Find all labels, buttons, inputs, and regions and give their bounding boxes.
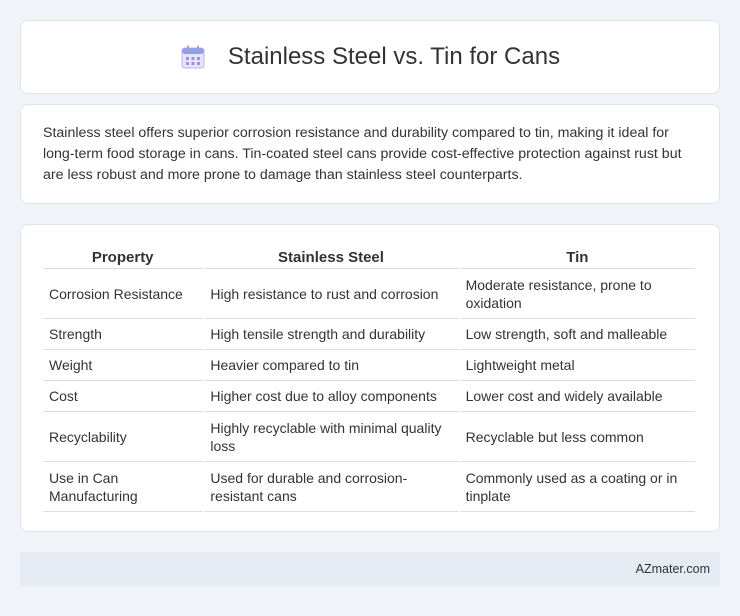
table-cell: Lightweight metal: [460, 350, 695, 381]
table-cell: Heavier compared to tin: [204, 350, 457, 381]
table-cell: Strength: [43, 319, 202, 350]
table-header-row: [43, 243, 695, 269]
page-title: Stainless Steel vs. Tin for Cans: [227, 43, 561, 70]
table-cell: Recyclable but less common: [460, 412, 695, 462]
table-cell: High tensile strength and durability: [204, 319, 457, 350]
header-tin: Tin: [460, 243, 695, 269]
intro-card: [20, 104, 720, 204]
table-row: [43, 269, 695, 319]
header-stainless-steel: Stainless Steel: [204, 243, 457, 269]
table-row: [43, 462, 695, 512]
table-cell: High resistance to rust and corrosion: [204, 269, 457, 319]
table-row: [43, 381, 695, 412]
table-row: [43, 412, 695, 462]
table-cell: Use in Can Manufacturing: [43, 462, 202, 512]
table-cell: Highly recyclable with minimal quality loss: [204, 412, 457, 462]
table-cell: Corrosion Resistance: [43, 269, 202, 319]
table-cell: Weight: [43, 350, 202, 381]
comparison-table: [41, 243, 697, 512]
table-cell: Low strength, soft and malleable: [460, 319, 695, 350]
comparison-table-card: [20, 224, 720, 532]
table-cell: Cost: [43, 381, 202, 412]
table-cell: Moderate resistance, prone to oxidation: [460, 269, 695, 319]
intro-text: Stainless steel offers superior corrosion resistance and durability compared to tin, making it ideal for long-term food storage in cans. Tin-coated steel cans provide cost-effective protection against rust but are less robust and more prone to damage than stainless steel counterparts.: [43, 125, 682, 183]
table-cell: Used for durable and corrosion-resistant cans: [204, 462, 457, 512]
table-row: [43, 319, 695, 350]
header-property: Property: [43, 243, 202, 269]
title-wrap: [180, 43, 560, 71]
table-row: [43, 350, 695, 381]
table-cell: Recyclability: [43, 412, 202, 462]
footer-bar: [20, 552, 720, 586]
table-cell: Lower cost and widely available: [460, 381, 695, 412]
calendar-icon: [180, 44, 206, 70]
table-cell: Commonly used as a coating or in tinplate: [460, 462, 695, 512]
footer-site-link[interactable]: AZmater.com: [635, 562, 710, 576]
title-card: [20, 20, 720, 94]
table-cell: Higher cost due to alloy components: [204, 381, 457, 412]
